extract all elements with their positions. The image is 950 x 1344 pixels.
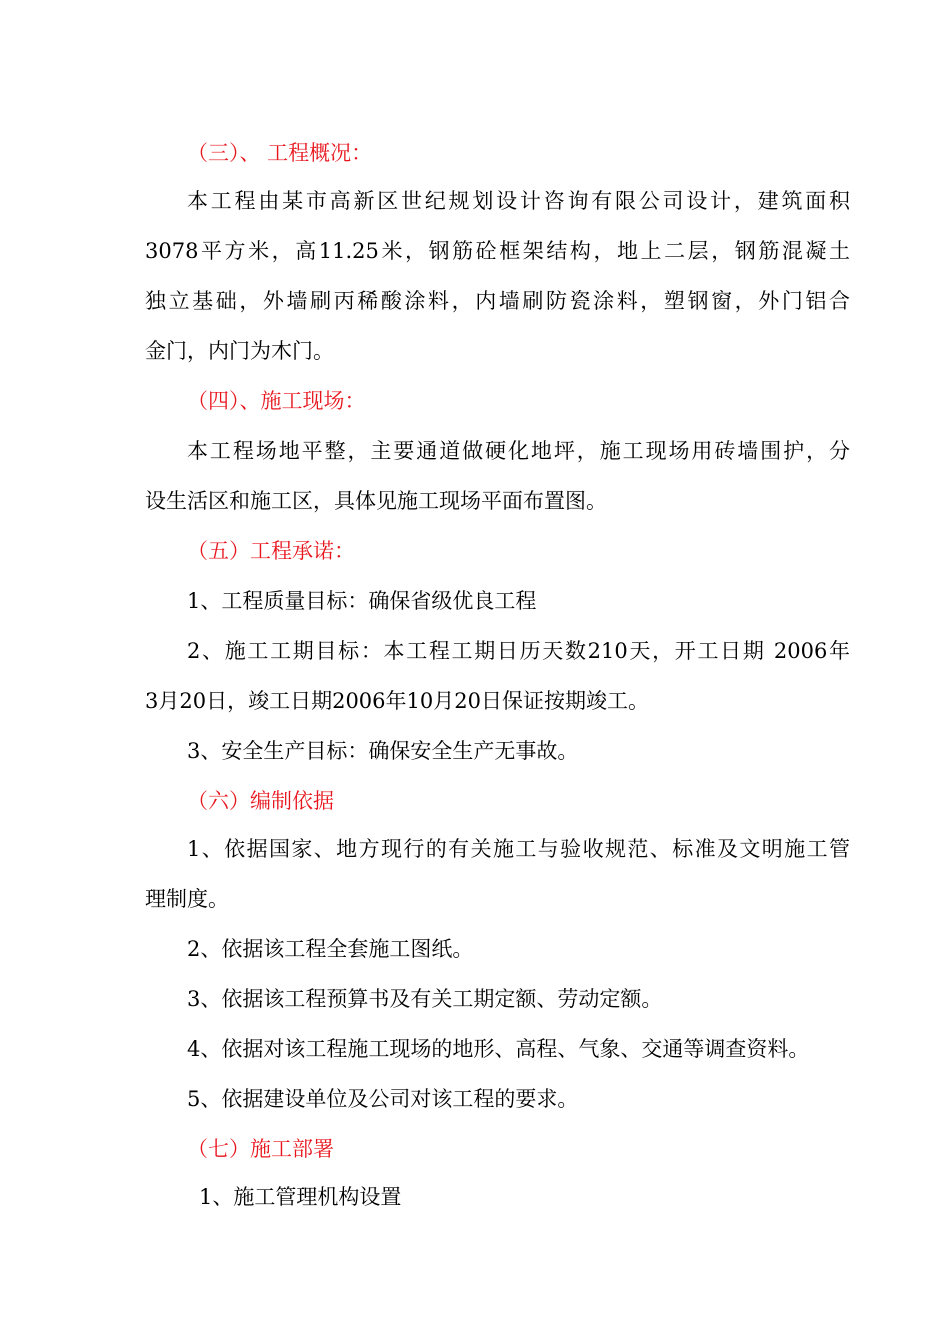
list-item: 2、依据该工程全套施工图纸。 bbox=[187, 937, 474, 961]
list-item: 5、依据建设单位及公司对该工程的要求。 bbox=[187, 1087, 579, 1111]
list-item: 4、依据对该工程施工现场的地形、高程、气象、交通等调查资料。 bbox=[187, 1037, 810, 1061]
list-item: 3、安全生产目标：确保安全生产无事故。 bbox=[187, 739, 579, 763]
section-heading-5: （五）工程承诺： bbox=[187, 539, 355, 563]
list-item: 1、依据国家、地方现行的有关施工与验收规范、标准及文明施工管 bbox=[187, 837, 850, 861]
list-item: 3、依据该工程预算书及有关工期定额、劳动定额。 bbox=[187, 987, 663, 1011]
section-heading-4: （四）、施工现场： bbox=[187, 389, 366, 413]
list-item-continued: 理制度。 bbox=[145, 887, 229, 911]
paragraph-line: 设生活区和施工区，具体见施工现场平面布置图。 bbox=[145, 489, 607, 513]
list-item: 1、工程质量目标：确保省级优良工程 bbox=[187, 589, 537, 613]
section-heading-7: （七）施工部署 bbox=[187, 1137, 334, 1161]
paragraph-line: 金门，内门为木门。 bbox=[145, 339, 334, 363]
list-item-continued: 3月20日，竣工日期2006年10月20日保证按期竣工。 bbox=[145, 689, 649, 713]
section-heading-6: （六）编制依据 bbox=[187, 789, 334, 813]
paragraph-line: 3078平方米，高11.25米，钢筋砼框架结构，地上二层，钢筋混凝土 bbox=[145, 239, 850, 263]
paragraph-line: 独立基础，外墙刷丙稀酸涂料，内墙刷防瓷涂料，塑钢窗，外门铝合 bbox=[145, 289, 850, 313]
paragraph-line: 本工程场地平整，主要通道做硬化地坪，施工现场用砖墙围护，分 bbox=[187, 439, 850, 463]
list-item: 2、施工工期目标：本工程工期日历天数210天，开工日期 2006年 bbox=[187, 639, 850, 663]
list-item: 1、施工管理机构设置 bbox=[199, 1185, 402, 1209]
paragraph-line: 本工程由某市高新区世纪规划设计咨询有限公司设计，建筑面积 bbox=[187, 189, 850, 213]
section-heading-3: （三）、 工程概况： bbox=[187, 141, 373, 165]
